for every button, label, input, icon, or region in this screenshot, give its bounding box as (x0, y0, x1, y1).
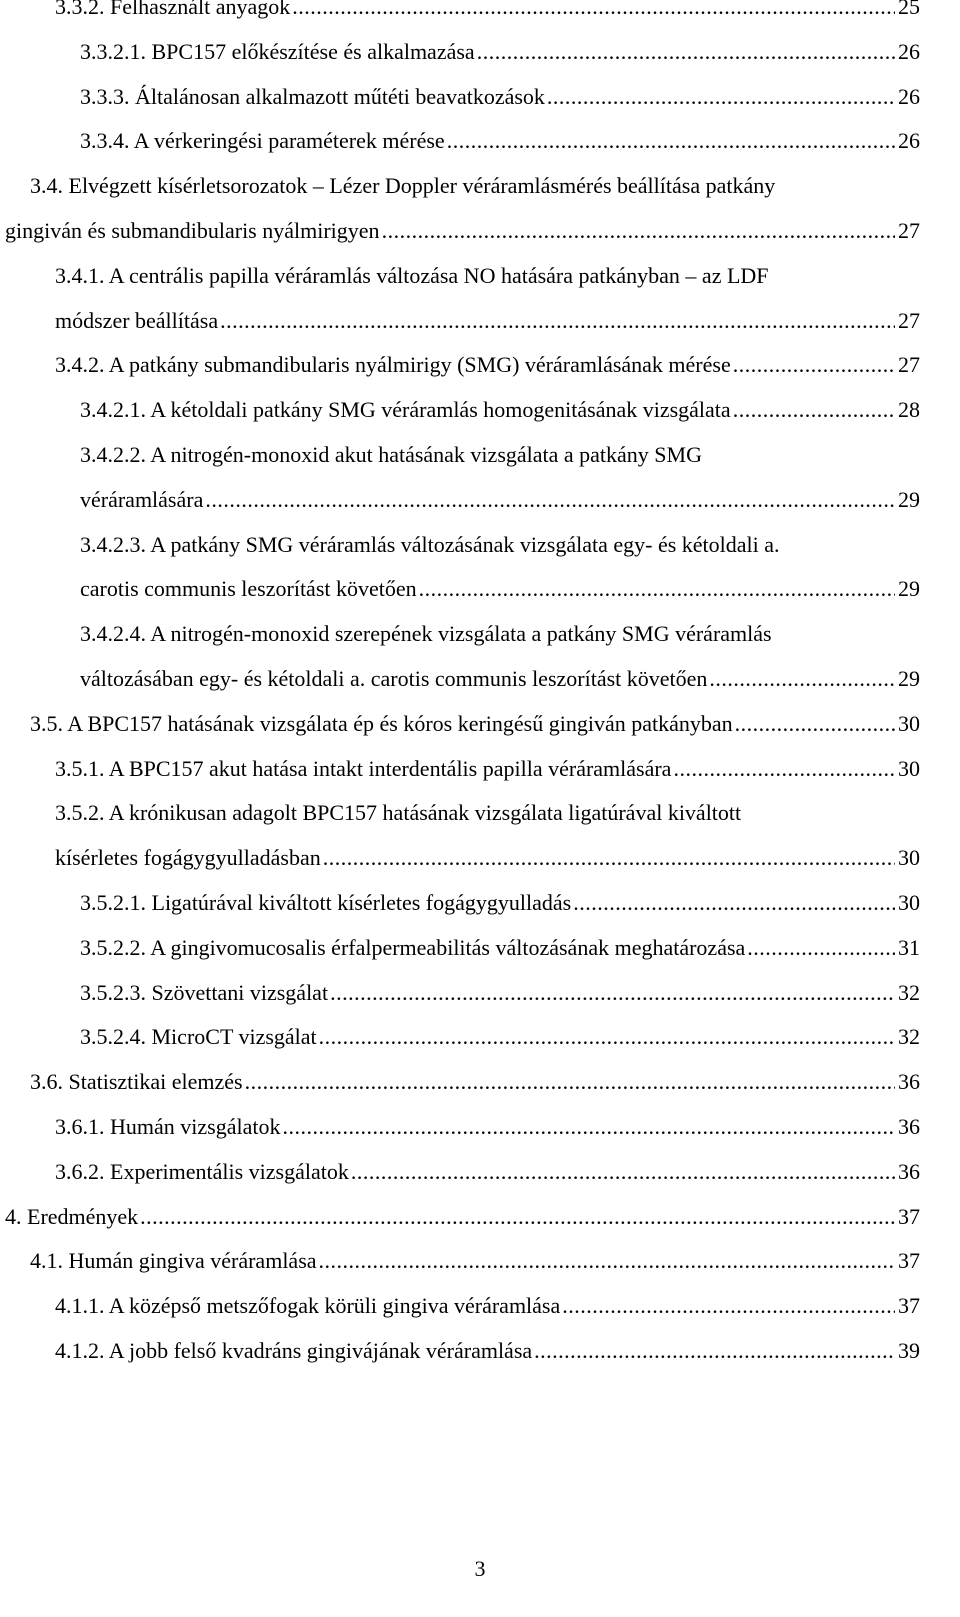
toc-entry[interactable] (0, 82, 920, 127)
toc-entry-text: 3.5.2. A krónikusan adagolt BPC157 hatásának vizsgálata ligatúrával kiváltott (55, 800, 742, 826)
dot-leader (447, 126, 895, 156)
toc-entry[interactable] (0, 978, 920, 1023)
toc-page-number: 30 (898, 710, 920, 736)
toc-entry[interactable] (0, 619, 920, 709)
toc-entry-title: 3.3.2.1. BPC157 előkészítése és alkalmazása (80, 38, 475, 64)
toc-entry-title: 4.1. Humán gingiva véráramlása (30, 1248, 317, 1274)
toc-entry-title: 3.6.2. Experimentális vizsgálatok (55, 1158, 349, 1184)
dot-leader (733, 350, 895, 380)
toc-entry-title: 4. Eredmények (5, 1203, 139, 1229)
dot-leader (292, 0, 895, 22)
toc-entry-title: kísérletes fogágygyulladásban (55, 845, 321, 871)
toc-page-number: 36 (898, 1158, 920, 1184)
toc-entry-text: 3.4.2.4. A nitrogén-monoxid szerepének vizsgálata a patkány SMG véráramlás (80, 621, 772, 647)
dot-leader (282, 1112, 895, 1142)
toc-page-number: 28 (898, 397, 920, 423)
toc-entry[interactable] (0, 888, 920, 933)
toc-entry-text: 3.4.1. A centrális papilla véráramlás változása NO hatására patkányban – az LDF (55, 262, 769, 288)
dot-leader (245, 1067, 895, 1097)
toc-entry[interactable] (0, 1246, 920, 1291)
toc-page-number: 37 (898, 1248, 920, 1274)
toc-page-number: 30 (898, 890, 920, 915)
toc-entry[interactable] (0, 261, 920, 351)
toc-entry-title: 4.1.1. A középső metszőfogak körüli gingiva véráramlása (55, 1293, 561, 1319)
toc-entry-title: gingiván és submandibularis nyálmirigyen (5, 217, 380, 243)
toc-page-number: 39 (898, 1338, 920, 1363)
toc-entry-title: 3.3.4. A vérkeringési paraméterek mérése (80, 128, 445, 154)
toc-page-number: 36 (898, 1114, 920, 1139)
toc-page-number: 26 (898, 128, 920, 154)
toc-entry-title: 3.4.2.1. A kétoldali patkány SMG véráramlás homogenitásának vizsgálata (80, 397, 731, 423)
toc-page-number: 27 (898, 217, 920, 243)
toc-entry-title: 3.5.2.2. A gingivomucosalis érfalpermeabilitás változásának meghatározása (80, 934, 746, 960)
toc-page-number: 36 (898, 1069, 920, 1095)
toc-page-number: 29 (898, 665, 920, 691)
toc-entry-title: 3.5.1. A BPC157 akut hatása intakt interdentális papilla véráramlására (55, 755, 672, 781)
dot-leader (709, 664, 895, 694)
dot-leader (319, 1246, 895, 1276)
toc-page-number: 37 (898, 1203, 920, 1229)
toc-entry[interactable] (0, 754, 920, 799)
toc-page-number: 31 (898, 934, 920, 960)
toc-entry-title: 3.3.2. Felhasznált anyagok (55, 0, 291, 19)
toc-entry-title: 3.5.2.3. Szövettani vizsgálat (80, 979, 329, 1005)
toc-entry-title: 3.4.2. A patkány submandibularis nyálmirigy (SMG) véráramlásának mérése (55, 352, 731, 378)
toc-entry[interactable] (0, 709, 920, 754)
dot-leader (351, 1157, 895, 1187)
toc-entry-title: 3.3.3. Általánosan alkalmazott műtéti beavatkozások (80, 83, 545, 109)
toc-entry-title: változásában egy- és kétoldali a. carotis communis leszorítást követően (80, 665, 708, 691)
toc-entry-title: 3.6.1. Humán vizsgálatok (55, 1114, 281, 1139)
dot-leader (733, 395, 895, 425)
toc-entry-text: 3.4.2.2. A nitrogén-monoxid akut hatásának vizsgálata a patkány SMG (80, 442, 702, 467)
toc-page-number: 29 (898, 486, 920, 512)
toc-entry[interactable] (0, 1202, 920, 1247)
dot-leader (323, 843, 895, 873)
dot-leader (419, 574, 895, 604)
dot-leader (477, 37, 895, 67)
toc-entry[interactable] (0, 126, 920, 171)
toc-page-number: 32 (898, 979, 920, 1005)
toc-entry[interactable] (0, 530, 920, 620)
toc-entry-title: 3.5.2.1. Ligatúrával kiváltott kísérletes fogágygyulladás (80, 890, 572, 915)
toc-entry[interactable] (0, 933, 920, 978)
toc-entry-text: 3.4. Elvégzett kísérletsorozatok – Lézer Doppler véráramlásmérés beállítása patkány (30, 173, 776, 199)
dot-leader (534, 1336, 895, 1366)
toc-page-number: 27 (898, 352, 920, 378)
toc-entry[interactable] (0, 1067, 920, 1112)
dot-leader (382, 216, 895, 246)
dot-leader (573, 888, 895, 918)
toc-entry[interactable] (0, 0, 920, 37)
dot-leader (673, 754, 895, 784)
toc-entry[interactable] (0, 1336, 920, 1381)
toc-entry[interactable] (0, 37, 920, 82)
toc-page-number: 32 (898, 1024, 920, 1050)
toc-page-number: 25 (898, 0, 920, 19)
dot-leader (140, 1202, 895, 1232)
page-number: 3 (474, 1556, 486, 1581)
toc-entry-title: 3.6. Statisztikai elemzés (30, 1069, 243, 1095)
toc-entry-title: véráramlására (80, 486, 204, 512)
toc-entry[interactable] (0, 1157, 920, 1202)
toc-page-number: 37 (898, 1293, 920, 1319)
toc-entry-title: módszer beállítása (55, 307, 219, 333)
toc-page-number: 26 (898, 83, 920, 109)
toc-entry-title: carotis communis leszorítást követően (80, 576, 417, 602)
dot-leader (735, 709, 895, 739)
toc-entry-text: 3.4.2.3. A patkány SMG véráramlás változásának vizsgálata egy- és kétoldali a. (80, 531, 780, 557)
toc-entry[interactable] (0, 1291, 920, 1336)
toc-page-number: 26 (898, 38, 920, 64)
dot-leader (220, 306, 895, 336)
toc-page-number: 30 (898, 845, 920, 871)
toc-entry[interactable] (0, 1022, 920, 1067)
toc-entry-title: 3.5.2.4. MicroCT vizsgálat (80, 1024, 317, 1050)
toc-page-number: 30 (898, 755, 920, 781)
toc-entry[interactable] (0, 350, 920, 395)
toc-entry[interactable] (0, 395, 920, 440)
toc-entry[interactable] (0, 798, 920, 888)
toc-entry[interactable] (0, 171, 920, 261)
dot-leader (330, 978, 895, 1008)
dot-leader (562, 1291, 895, 1321)
toc-page-number: 29 (898, 576, 920, 602)
toc-entry-title: 3.5. A BPC157 hatásának vizsgálata ép és kóros keringésű gingiván patkányban (30, 710, 733, 736)
toc-entry[interactable] (0, 440, 920, 530)
dot-leader (319, 1022, 895, 1052)
toc-entry[interactable] (0, 1112, 920, 1157)
toc-page-number: 27 (898, 307, 920, 333)
dot-leader (747, 933, 895, 963)
toc-entry-title: 4.1.2. A jobb felső kvadráns gingivájának véráramlása (55, 1338, 533, 1363)
dot-leader (547, 82, 895, 112)
dot-leader (205, 485, 895, 515)
